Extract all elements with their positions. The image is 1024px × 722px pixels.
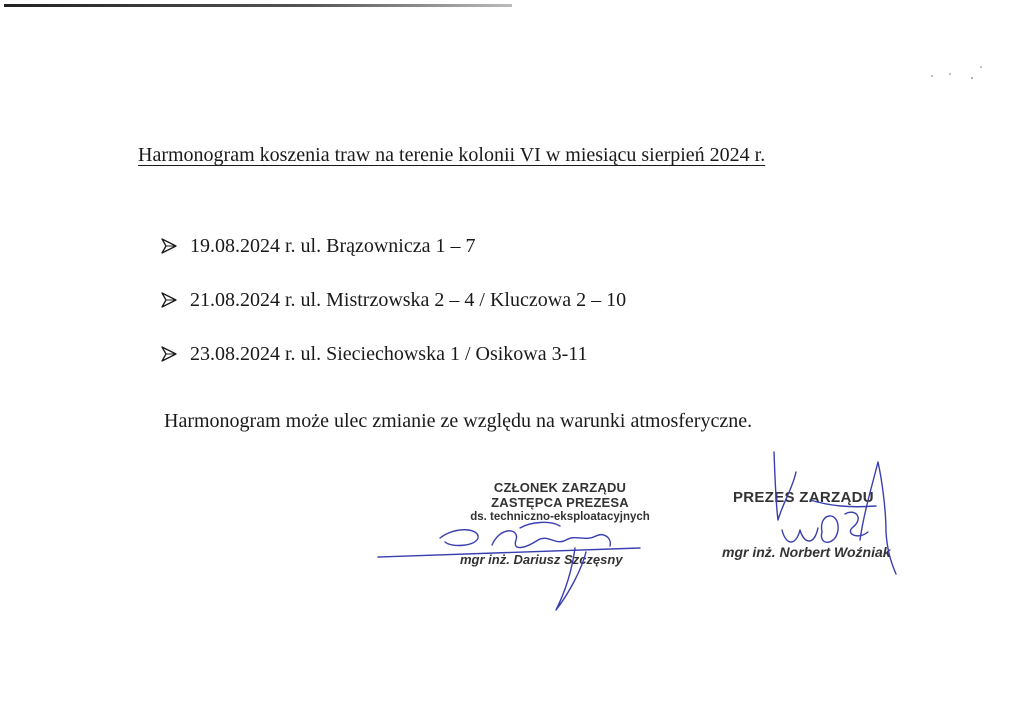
board-member-stamp (440, 480, 680, 525)
document-title: Harmonogram koszenia traw na terenie kolonii VI w miesiącu sierpień 2024 r. (138, 144, 766, 166)
schedule-item (161, 340, 626, 368)
scan-top-edge-line (4, 4, 512, 7)
stamp-line-board-member: CZŁONEK ZARZĄDU (493, 480, 627, 495)
schedule-item (161, 286, 626, 314)
stamp-line-department: ds. techniczno-eksploatacyjnych (470, 511, 650, 523)
schedule-item-text: 19.08.2024 r. ul. Brązownicza 1 – 7 (190, 234, 476, 257)
right-signature-stroke (845, 512, 868, 536)
board-member-name: mgr inż. Dariusz Szczęsny (460, 552, 623, 567)
right-signature-stroke (782, 528, 818, 542)
schedule-item (161, 232, 626, 260)
arrowhead-bullet-icon (161, 238, 177, 254)
schedule-item-text: 23.08.2024 r. ul. Sieciechowska 1 / Osikowa 3-11 (190, 342, 588, 365)
right-signature-stroke (774, 452, 796, 520)
left-signature-stroke (492, 531, 610, 548)
stamp-line-vice-president: ZASTĘPCA PREZESA (491, 495, 629, 510)
left-signature-stroke (440, 530, 478, 546)
schedule-list (161, 232, 626, 394)
weather-note: Harmonogram może ulec zmianie ze względu na warunki atmosferyczne. (164, 410, 753, 432)
arrowhead-bullet-icon (161, 346, 177, 362)
right-signature-stroke (821, 516, 838, 542)
scan-speckles (930, 62, 990, 82)
schedule-item-text: 21.08.2024 r. ul. Mistrzowska 2 – 4 / Kluczowa 2 – 10 (190, 288, 627, 311)
arrowhead-bullet-icon (161, 292, 177, 308)
president-name: mgr inż. Norbert Woźniak (722, 544, 891, 560)
president-stamp-title: PREZES ZARZĄDU (733, 489, 874, 506)
